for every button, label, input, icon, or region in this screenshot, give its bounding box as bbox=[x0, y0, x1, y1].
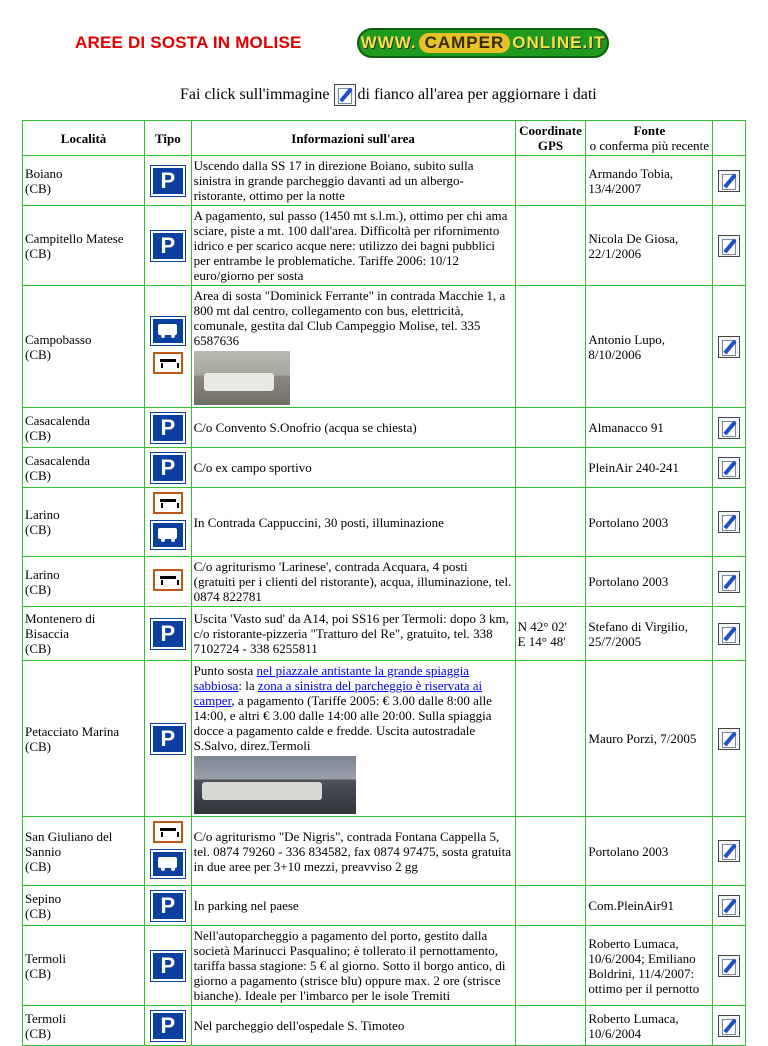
localita-name: Casacalenda bbox=[25, 412, 90, 428]
localita-province: (CB) bbox=[25, 1025, 51, 1041]
instruction-line bbox=[180, 84, 597, 106]
localita-province: (CB) bbox=[25, 858, 51, 874]
table-row bbox=[23, 286, 746, 408]
cell-edit bbox=[713, 661, 746, 817]
cell-edit bbox=[713, 286, 746, 408]
cell-gps bbox=[515, 1006, 586, 1046]
instruction-after: di fianco all'area per aggiornare i dati bbox=[357, 86, 597, 103]
localita-province: (CB) bbox=[25, 427, 51, 443]
cell-edit bbox=[713, 1006, 746, 1046]
info-link-spiaggia[interactable]: nel piazzale antistante la grande spiaggia sabbiosa bbox=[193, 663, 470, 693]
cell-tipo bbox=[145, 886, 192, 926]
localita-name: Termoli bbox=[25, 1010, 66, 1026]
cell-localita bbox=[23, 886, 145, 926]
area-photo[interactable] bbox=[194, 756, 356, 814]
cell-tipo bbox=[145, 408, 192, 448]
cell-info bbox=[191, 156, 515, 206]
edit-icon[interactable] bbox=[718, 511, 740, 533]
table-header-row bbox=[23, 121, 746, 156]
cell-gps bbox=[515, 488, 586, 557]
cell-fonte bbox=[586, 817, 713, 886]
fonte-text: Almanacco 91 bbox=[588, 420, 664, 435]
edit-icon[interactable] bbox=[718, 895, 740, 917]
cell-tipo bbox=[145, 448, 192, 488]
info-text: Punto sosta bbox=[193, 663, 257, 678]
table-row bbox=[23, 408, 746, 448]
cell-localita bbox=[23, 488, 145, 557]
camper-service-icon bbox=[151, 850, 185, 878]
cell-fonte bbox=[586, 607, 713, 661]
localita-name: Termoli bbox=[25, 950, 66, 966]
cell-tipo bbox=[145, 607, 192, 661]
cell-edit bbox=[713, 488, 746, 557]
info-text: : la bbox=[238, 678, 258, 693]
localita-name: Casacalenda bbox=[25, 452, 90, 468]
localita-province: (CB) bbox=[25, 346, 51, 362]
fonte-text: Antonio Lupo, 8/10/2006 bbox=[588, 331, 665, 362]
edit-icon[interactable] bbox=[718, 840, 740, 862]
parking-icon: P bbox=[151, 891, 185, 921]
table-row bbox=[23, 817, 746, 886]
cell-localita bbox=[23, 286, 145, 408]
cell-info bbox=[191, 661, 515, 817]
info-text: In parking nel paese bbox=[193, 898, 299, 913]
cell-tipo bbox=[145, 817, 192, 886]
localita-name: Larino bbox=[25, 566, 60, 582]
cell-gps bbox=[515, 661, 586, 817]
edit-icon[interactable] bbox=[718, 955, 740, 977]
cell-fonte bbox=[586, 661, 713, 817]
localita-province: (CB) bbox=[25, 965, 51, 981]
cell-edit bbox=[713, 156, 746, 206]
table-row bbox=[23, 1006, 746, 1046]
cell-tipo bbox=[145, 557, 192, 607]
edit-icon[interactable] bbox=[718, 457, 740, 479]
camper-service-icon bbox=[151, 317, 185, 345]
info-text: Uscendo dalla SS 17 in direzione Boiano, subito sulla sinistra in grande parcheggio davanti ad un albergo-ristorante, ottimo per la notte bbox=[193, 158, 474, 203]
area-photo[interactable] bbox=[194, 351, 290, 405]
picnic-area-icon bbox=[153, 569, 183, 591]
parking-icon: P bbox=[151, 413, 185, 443]
cell-fonte bbox=[586, 286, 713, 408]
camper-service-icon bbox=[151, 521, 185, 549]
localita-name: Montenero di Bisaccia bbox=[25, 611, 96, 641]
info-text: C/o agriturismo 'Larinese', contrada Acquara, 4 posti (gratuiti per i clienti del ristorante), acqua, illuminazione, tel. 0874 822781 bbox=[193, 559, 512, 604]
fonte-text: PleinAir 240-241 bbox=[588, 460, 680, 475]
logo-text-left: WWW. bbox=[360, 33, 417, 52]
col-gps-line1: Coordinate bbox=[519, 123, 582, 138]
edit-icon[interactable] bbox=[718, 417, 740, 439]
col-tipo: Tipo bbox=[145, 121, 192, 156]
localita-province: (CB) bbox=[25, 581, 51, 597]
cell-fonte bbox=[586, 408, 713, 448]
fonte-text: Roberto Lumaca, 10/6/2004; Emiliano Boldrini, 11/4/2007: ottimo per il pernotto bbox=[588, 935, 700, 996]
edit-icon[interactable] bbox=[718, 571, 740, 593]
cell-tipo bbox=[145, 156, 192, 206]
col-fonte-sub: o conferma più recente bbox=[589, 138, 710, 153]
col-fonte bbox=[586, 121, 713, 156]
cell-tipo bbox=[145, 488, 192, 557]
logo-text-right: ONLINE.IT bbox=[512, 33, 606, 52]
edit-icon[interactable] bbox=[718, 336, 740, 358]
page-header bbox=[0, 0, 768, 70]
cell-localita bbox=[23, 448, 145, 488]
cell-fonte bbox=[586, 886, 713, 926]
parking-icon: P bbox=[151, 724, 185, 754]
table-row bbox=[23, 557, 746, 607]
fonte-text: Com.PleinAir91 bbox=[588, 898, 674, 913]
info-text: C/o ex campo sportivo bbox=[193, 460, 312, 475]
cell-info bbox=[191, 607, 515, 661]
localita-province: (CB) bbox=[25, 467, 51, 483]
col-gps bbox=[515, 121, 586, 156]
cell-edit bbox=[713, 607, 746, 661]
table-row bbox=[23, 886, 746, 926]
cell-tipo bbox=[145, 286, 192, 408]
localita-name: Petacciato Marina bbox=[25, 723, 120, 739]
localita-name: San Giuliano del Sannio bbox=[25, 828, 113, 859]
localita-province: (CB) bbox=[25, 641, 51, 656]
parking-icon: P bbox=[151, 951, 185, 981]
cell-info bbox=[191, 286, 515, 408]
cell-gps bbox=[515, 206, 586, 286]
cell-edit bbox=[713, 557, 746, 607]
picnic-area-icon bbox=[153, 352, 183, 374]
cell-fonte bbox=[586, 448, 713, 488]
info-text: Area di sosta "Dominick Ferrante" in contrada Macchie 1, a 800 mt dal centro, collegamento con bus, elettricità, comunale, gestita dal Club Campeggio Molise, tel. 335 6587636 bbox=[193, 288, 506, 348]
fonte-text: Stefano di Virgilio, 25/7/2005 bbox=[588, 618, 688, 649]
cell-gps bbox=[515, 448, 586, 488]
camperonline-logo[interactable] bbox=[357, 28, 609, 58]
picnic-area-icon bbox=[153, 492, 183, 514]
edit-icon[interactable] bbox=[718, 728, 740, 750]
instruction-before: Fai click sull'immagine bbox=[180, 86, 330, 103]
cell-localita bbox=[23, 607, 145, 661]
cell-edit bbox=[713, 408, 746, 448]
cell-localita bbox=[23, 661, 145, 817]
fonte-text: Armando Tobia, 13/4/2007 bbox=[588, 165, 674, 196]
info-text: A pagamento, sul passo (1450 mt s.l.m.), ottimo per chi ama sciare, piste a mt. 100 dall'area. Difficoltà per rifornimento idrico e per scarico acque nere: utilizzo dei bagni pubblici per entrambe le problematiche. Tariffe 2006: 10/12 euro/giorno per sosta bbox=[193, 208, 508, 283]
cell-info bbox=[191, 448, 515, 488]
table-row bbox=[23, 206, 746, 286]
cell-edit bbox=[713, 206, 746, 286]
cell-tipo bbox=[145, 206, 192, 286]
picnic-area-icon bbox=[153, 821, 183, 843]
cell-edit bbox=[713, 886, 746, 926]
areas-table bbox=[22, 120, 746, 1046]
localita-province: (CB) bbox=[25, 522, 51, 537]
cell-localita bbox=[23, 817, 145, 886]
edit-icon[interactable] bbox=[718, 235, 740, 257]
info-text: C/o agriturismo "De Nigris", contrada Fontana Cappella 5, tel. 0874 79260 - 336 834582, fax 0874 97475, sosta gratuita in due aree per 3+10 mezzi, preavviso 2 gg bbox=[193, 828, 512, 874]
table-row bbox=[23, 607, 746, 661]
cell-localita bbox=[23, 1006, 145, 1046]
logo-text-mid: CAMPER bbox=[419, 33, 511, 53]
col-fonte-title: Fonte bbox=[633, 123, 666, 138]
cell-info bbox=[191, 488, 515, 557]
info-link-zona-camper[interactable]: zona a sinistra del parcheggio è riservata ai camper bbox=[193, 678, 483, 708]
col-info: Informazioni sull'area bbox=[191, 121, 515, 156]
cell-tipo bbox=[145, 1006, 192, 1046]
fonte-text: Portolano 2003 bbox=[588, 574, 669, 589]
fonte-text: Portolano 2003 bbox=[588, 514, 669, 530]
cell-info bbox=[191, 817, 515, 886]
cell-edit bbox=[713, 817, 746, 886]
info-text: In Contrada Cappuccini, 30 posti, illuminazione bbox=[193, 514, 444, 530]
cell-edit bbox=[713, 448, 746, 488]
page-title: AREE DI SOSTA IN MOLISE bbox=[75, 33, 302, 52]
col-localita: Località bbox=[23, 121, 145, 156]
col-edit bbox=[713, 121, 746, 156]
table-row bbox=[23, 661, 746, 817]
fonte-text: Roberto Lumaca, 10/6/2004 bbox=[588, 1010, 679, 1041]
info-text: Uscita 'Vasto sud' da A14, poi SS16 per Termoli: dopo 3 km, c/o ristorante-pizzeria "Tratturo del Re", gratuito, tel. 338 7102724 - 338 6255811 bbox=[193, 611, 509, 656]
cell-info bbox=[191, 886, 515, 926]
cell-info bbox=[191, 1006, 515, 1046]
gps-lat: N 42° 02' bbox=[517, 618, 568, 634]
cell-info bbox=[191, 408, 515, 448]
table-row bbox=[23, 488, 746, 557]
cell-fonte bbox=[586, 156, 713, 206]
cell-localita bbox=[23, 156, 145, 206]
table-row bbox=[23, 448, 746, 488]
fonte-text: Mauro Porzi, 7/2005 bbox=[588, 731, 697, 746]
localita-province: (CB) bbox=[25, 245, 51, 261]
cell-gps bbox=[515, 817, 586, 886]
info-text: Nel parcheggio dell'ospedale S. Timoteo bbox=[193, 1018, 405, 1033]
localita-name: Sepino bbox=[25, 890, 62, 906]
localita-name: Campobasso bbox=[25, 331, 92, 347]
parking-icon: P bbox=[151, 231, 185, 261]
fonte-text: Nicola De Giosa, 22/1/2006 bbox=[588, 230, 679, 261]
cell-gps bbox=[515, 557, 586, 607]
parking-icon: P bbox=[151, 453, 185, 483]
cell-tipo bbox=[145, 661, 192, 817]
gps-lon: E 14° 48' bbox=[517, 633, 566, 649]
cell-gps bbox=[515, 886, 586, 926]
cell-fonte bbox=[586, 206, 713, 286]
cell-fonte bbox=[586, 1006, 713, 1046]
cell-gps bbox=[515, 408, 586, 448]
cell-info bbox=[191, 557, 515, 607]
info-text: C/o Convento S.Onofrio (acqua se chiesta) bbox=[193, 420, 417, 435]
edit-icon[interactable] bbox=[718, 1015, 740, 1037]
localita-name: Campitello Matese bbox=[25, 230, 124, 246]
table-row bbox=[23, 156, 746, 206]
parking-icon: P bbox=[151, 1011, 185, 1041]
cell-gps bbox=[515, 286, 586, 408]
cell-localita bbox=[23, 206, 145, 286]
cell-localita bbox=[23, 408, 145, 448]
cell-localita bbox=[23, 557, 145, 607]
cell-info bbox=[191, 206, 515, 286]
localita-name: Boiano bbox=[25, 165, 63, 181]
fonte-text: Portolano 2003 bbox=[588, 843, 669, 859]
cell-fonte bbox=[586, 557, 713, 607]
cell-gps bbox=[515, 156, 586, 206]
parking-icon: P bbox=[151, 166, 185, 196]
localita-province: (CB) bbox=[25, 905, 51, 921]
edit-icon[interactable] bbox=[718, 623, 740, 645]
col-gps-line2: GPS bbox=[537, 138, 564, 153]
cell-fonte bbox=[586, 488, 713, 557]
info-text: , a pagamento (Tariffe 2005: € 3.00 dalle 8:00 alle 14:00, e altri € 3.00 dalle 14:00 alle 20:00. Sulla spiaggia docce a pagamento calde e fredde. Uscita autostradale S.Salvo, direz.Termoli bbox=[193, 693, 492, 753]
localita-province: (CB) bbox=[25, 180, 51, 196]
parking-icon: P bbox=[151, 619, 185, 649]
edit-icon[interactable] bbox=[718, 170, 740, 192]
edit-icon bbox=[334, 84, 356, 106]
localita-province: (CB) bbox=[25, 738, 51, 754]
info-text: Nell'autoparcheggio a pagamento del porto, gestito dalla società Marinucci Pasqualino; è tollerato il pernottamento, tariffa bassa stagione: 5 € al giorno. Sotto il borgo antico, di giorno a pagamento (strisce blu) oppure max. 2 ore (strisce bianche). Ideale per l'imbarco per le isole Tremiti bbox=[193, 928, 506, 1003]
localita-name: Larino bbox=[25, 507, 60, 522]
cell-gps bbox=[515, 607, 586, 661]
